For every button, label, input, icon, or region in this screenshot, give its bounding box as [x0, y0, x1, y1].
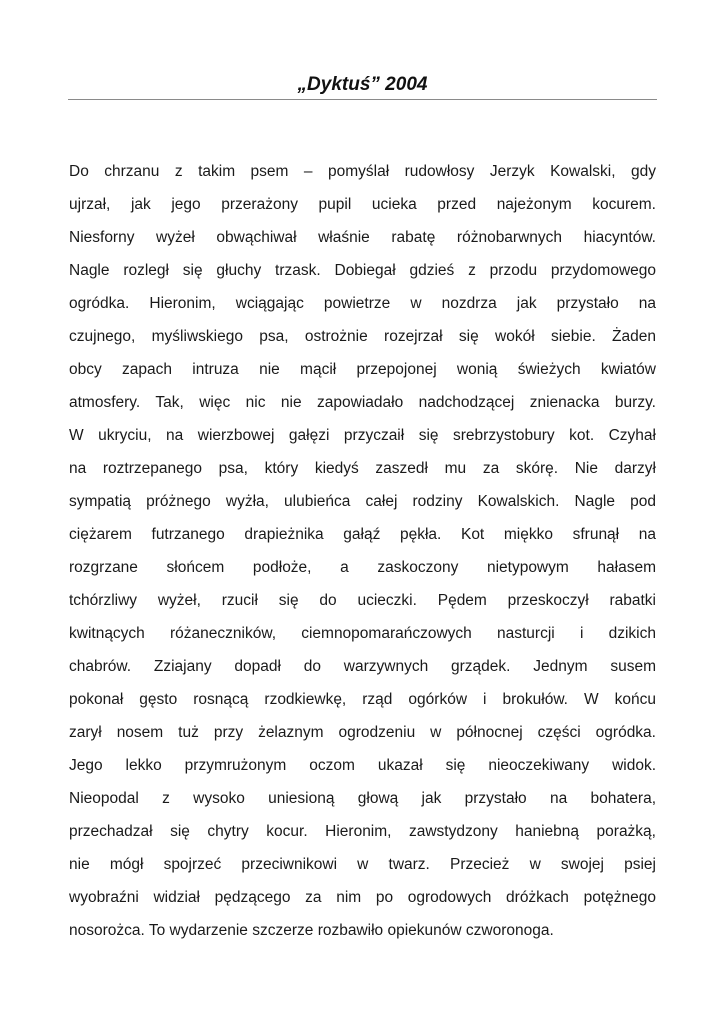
- text-line: kwitnących różaneczników, ciemnopomarańczowych nasturcji i dzikich: [69, 625, 656, 642]
- text-line: Nieopodal z wysoko uniesioną głową jak przystało na bohatera,: [69, 790, 656, 807]
- text-line: W ukryciu, na wierzbowej gałęzi przyczaił się srebrzystobury kot. Czyhał: [69, 427, 656, 444]
- text-line: czujnego, myśliwskiego psa, ostrożnie rozejrzał się wokół siebie. Żaden: [69, 328, 656, 345]
- page-title: „Dyktuś” 2004: [297, 74, 428, 95]
- dictation-text: [69, 155, 656, 947]
- text-line: pokonał gęsto rosnącą rzodkiewkę, rząd ogórków i brokułów. W końcu: [69, 691, 656, 708]
- text-line: przechadzał się chytry kocur. Hieronim, zawstydzony haniebną porażką,: [69, 823, 656, 840]
- text-line: sympatią próżnego wyżła, ulubieńca całej rodziny Kowalskich. Nagle pod: [69, 493, 656, 510]
- text-line: wyobraźni widział pędzącego za nim po ogrodowych dróżkach potężnego: [69, 889, 656, 906]
- text-line: zarył nosem tuż przy żelaznym ogrodzeniu w północnej części ogródka.: [69, 724, 656, 741]
- text-line: nie mógł spojrzeć przeciwnikowi w twarz. Przecież w swojej psiej: [69, 856, 656, 873]
- text-line: Jego lekko przymrużonym oczom ukazał się nieoczekiwany widok.: [69, 757, 656, 774]
- text-line: tchórzliwy wyżeł, rzucił się do ucieczki. Pędem przeskoczył rabatki: [69, 592, 656, 609]
- text-line: ujrzał, jak jego przerażony pupil ucieka przed najeżonym kocurem.: [69, 196, 656, 213]
- text-line: atmosfery. Tak, więc nic nie zapowiadało nadchodzącej znienacka burzy.: [69, 394, 656, 411]
- text-line: ciężarem futrzanego drapieżnika gałąź pękła. Kot miękko sfrunął na: [69, 526, 656, 543]
- text-line: nosorożca. To wydarzenie szczerze rozbawiło opiekunów czworonoga.: [69, 922, 554, 939]
- text-line: Nagle rozległ się głuchy trzask. Dobiegał gdzieś z przodu przydomowego: [69, 262, 656, 279]
- text-line: ogródka. Hieronim, wciągając powietrze w nozdrza jak przystało na: [69, 295, 656, 312]
- text-line: obcy zapach intruza nie mącił przepojonej wonią świeżych kwiatów: [69, 361, 656, 378]
- text-line: chabrów. Zziajany dopadł do warzywnych grządek. Jednym susem: [69, 658, 656, 675]
- text-line: na roztrzepanego psa, który kiedyś zaszedł mu za skórę. Nie darzył: [69, 460, 656, 477]
- text-line: rozgrzane słońcem podłoże, a zaskoczony nietypowym hałasem: [69, 559, 656, 576]
- text-line: Do chrzanu z takim psem – pomyślał rudowłosy Jerzyk Kowalski, gdy: [69, 163, 656, 180]
- title-underline: [68, 99, 657, 100]
- text-line: Niesforny wyżeł obwąchiwał właśnie rabatę różnobarwnych hiacyntów.: [69, 229, 656, 246]
